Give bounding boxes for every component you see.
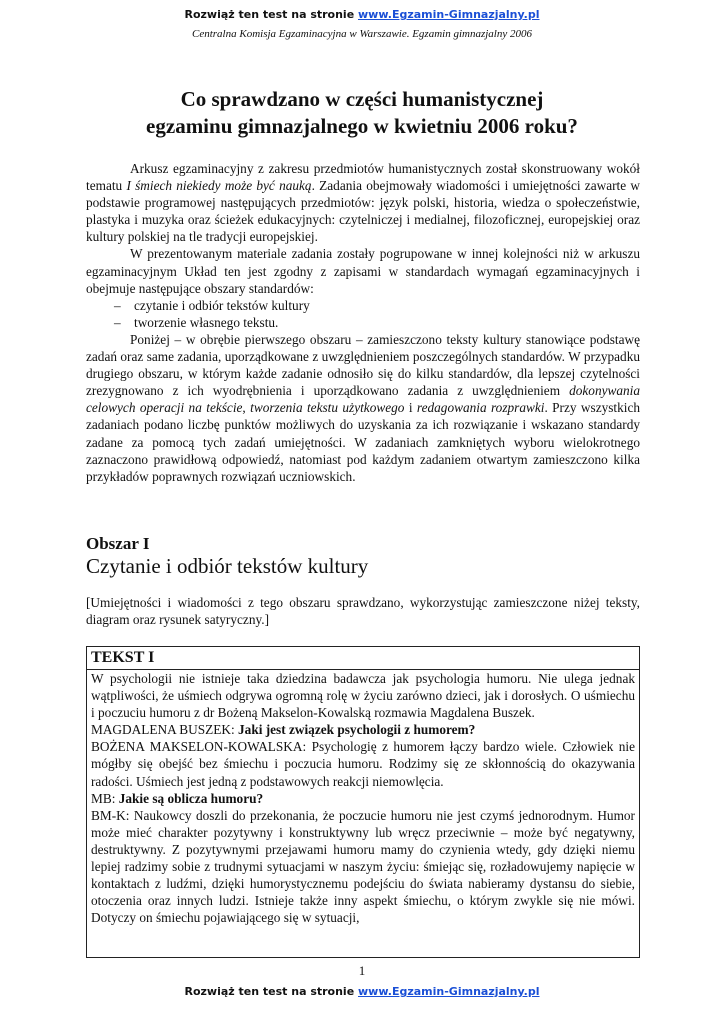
tekst-box [86, 646, 640, 958]
list-item: – czytanie i odbiór tekstów kultury [114, 297, 310, 313]
question-2: MB: Jakie są oblicza humoru? [91, 790, 264, 806]
section-note [86, 594, 640, 628]
bottom-banner [0, 985, 724, 998]
tekst-intro: W psychologii nie istnieje taka dziedzina badawcza jak psychologia humoru. Nie ulega jednak wątpliwości, że uśmiech odgrywa ogromną rolę w życiu zarówno dzieci, jak i dorosłych. O uśmiechu i poczuciu humoru z dr Bożeną Makselon-Kowalską rozmawia Magdalena Buszek. [91, 671, 635, 721]
answer-1: BOŻENA MAKSELON-KOWALSKA: Psychologię z humorem łączy bardzo wiele. Człowiek nie mógłby się obejść bez śmiechu i poczucia humoru. Rodzimy się ze skłonnością do okazywania radości. Uśmiech jest jedną z podstawowych reakcji niemowlęcia. [91, 739, 636, 789]
title-line-2: egzaminu gimnazjalnego w kwietniu 2006 roku? [146, 114, 578, 138]
list-item: – tworzenie własnego tekstu. [114, 314, 279, 330]
banner-text: Rozwiąż ten test na stronie [184, 985, 358, 998]
site-link[interactable]: www.Egzamin-Gimnazjalny.pl [358, 8, 540, 21]
section-label: Obszar I [86, 534, 150, 553]
section-note-text: [Umiejętności i wiadomości z tego obszaru sprawdzano, wykorzystując zamieszczone niżej teksty, diagram oraz rysunek satyryczny.] [86, 595, 640, 628]
intro-text [86, 160, 640, 485]
top-banner [0, 8, 724, 21]
title-line-1: Co sprawdzano w części humanistycznej [180, 87, 544, 111]
answer-2: BM-K: Naukowcy doszli do przekonania, że poczucie humoru nie jest czymś jednorodnym. Humor może mieć charakter pozytywny i konstruktywny lub wręcz przeciwnie – może być negatywny, destruktywny. Z pozytywnymi przejawami humoru mamy do czynienia wtedy, gdy dzięki niemu lepiej radzimy sobie z trudnymi sytuacjami w naszym życiu: śmiejąc się, rozładowujemy napięcie w kontaktach z ludźmi, dzięki humorystycznemu podejściu do świata nabieramy dystansu do siebie, otoczenia oraz innych ludzi. Istnieje także inny aspekt śmiechu, o którym zwykle się nie mówi. Dotyczy on śmiechu pojawiającego się w sytuacji, [91, 807, 635, 926]
tekst-heading: TEKST I [87, 647, 639, 670]
intro-paragraph-2: W prezentowanym materiale zadania zostały pogrupowane w innej kolejności niż w arkuszu egzaminacyjnym Układ ten jest zgodny z zapisami w standardach wymagań egzaminacyjnych i obejmuje następujące obszary standardów: [86, 246, 640, 296]
tekst-body [87, 670, 639, 926]
page-number: 1 [358, 963, 366, 978]
page-title [60, 86, 664, 140]
site-link[interactable]: www.Egzamin-Gimnazjalny.pl [358, 985, 540, 998]
document-subheader: Centralna Komisja Egzaminacyjna w Warszawie. Egzamin gimnazjalny 2006 [192, 28, 532, 40]
intro-paragraph-1: Arkusz egzaminacyjny z zakresu przedmiotów humanistycznych został skonstruowany wokół tematu I śmiech niekiedy może być nauką. Zadania obejmowały wiadomości i umiejętności zawarte w podstawie programowej następujących przedmiotów: język polski, historia, wiedza o społeczeństwie, plastyka i muzyka oraz ścieżek edukacyjnych: czytelniczej i medialnej, filozoficznej, europejskiej oraz kultury polskiej na tle tradycji europejskiej. [86, 161, 640, 245]
intro-paragraph-3: Poniżej – w obrębie pierwszego obszaru – zamieszczono teksty kultury stanowiące podstawę zadań oraz same zadania, uporządkowane z uwzględnieniem poszczególnych standardów. W przypadku drugiego obszaru, w którym każde zadanie odnosiło się do kilku standardów, dla lepszej czytelności zrezygnowano z ich wyodrębnienia i uporządkowano zadania z uwzględnieniem dokonywania celowych operacji na tekście, tworzenia tekstu użytkowego i redagowania rozprawki. Przy wszystkich zadaniach podano liczbę punktów możliwych do uzyskania za ich rozwiązanie i wskazano standardy zadane za pomocą tych zadań umiejętności. W zadaniach zamkniętych wyboru wielokrotnego zaznaczono prawidłową odpowiedź, natomiast pod każdym zadaniem otwartym zamieszczono kilka przykładów poprawnych rozwiązań uczniowskich. [86, 331, 641, 484]
section-title: Czytanie i odbiór tekstów kultury [86, 554, 369, 578]
banner-text: Rozwiąż ten test na stronie [184, 8, 358, 21]
question-1: MAGDALENA BUSZEK: Jaki jest związek psychologii z humorem? [91, 722, 476, 738]
